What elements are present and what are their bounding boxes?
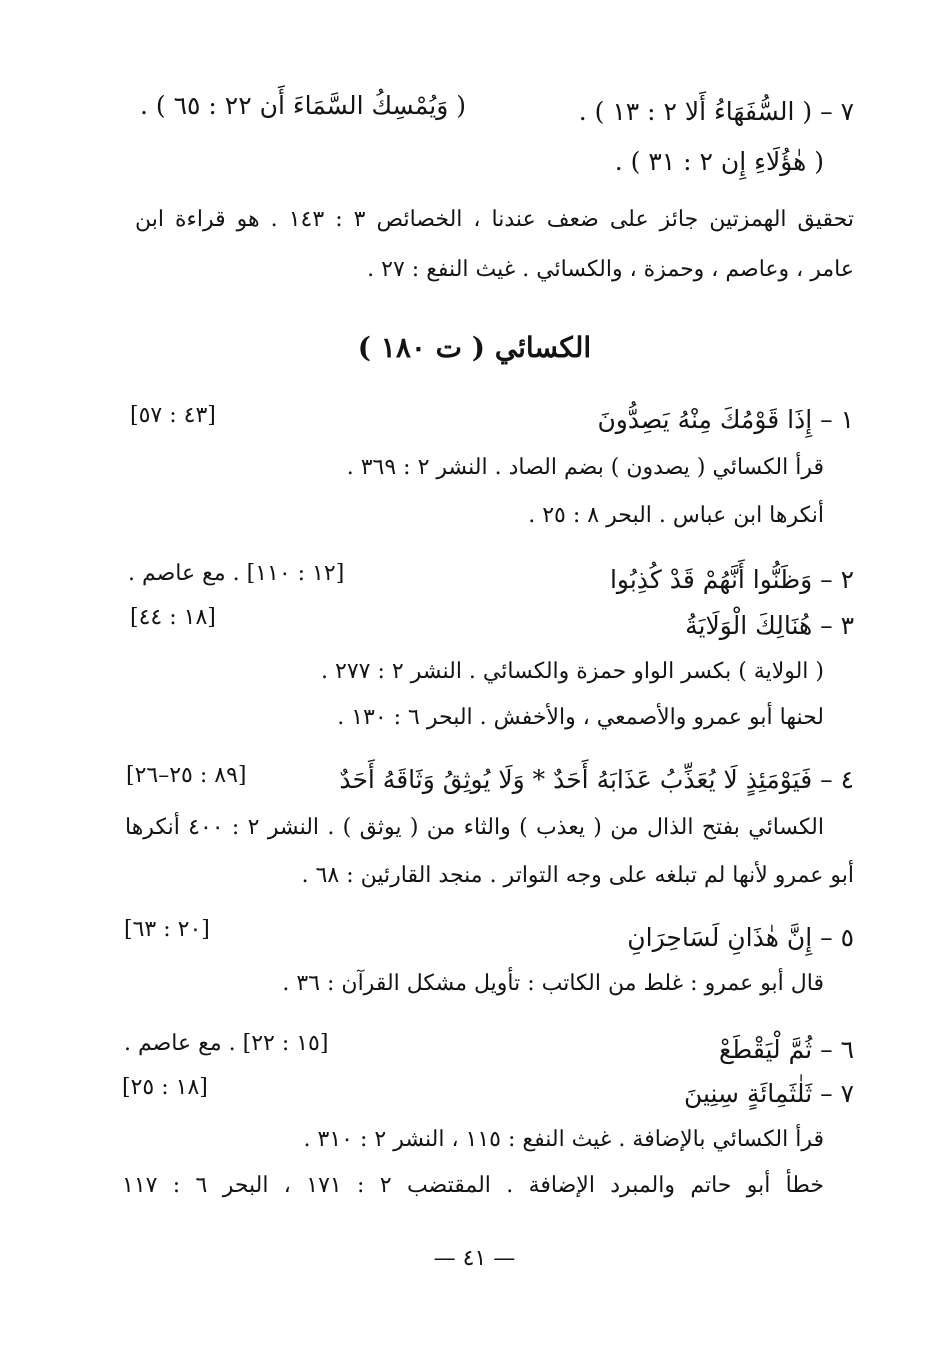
entry-6-verse: ٦ – ثُمَّ لْيَقْطَعْ — [719, 1035, 854, 1064]
entry-1-ref: [٤٣ : ٥٧] — [130, 403, 216, 428]
section-heading: الكسائي ( ت ١٨٠ ) — [357, 331, 592, 364]
entry-7-ref: [١٨ : ٢٥] — [122, 1075, 208, 1100]
entry-7-verse: ٧ – ثَلٰثَمِائَةٍ سِنِينَ — [683, 1079, 854, 1108]
entry-4-ref: [٨٩ : ٢٥–٢٦] — [126, 763, 247, 788]
entry-6-ref: [١٥ : ٢٢] . مع عاصم . — [124, 1031, 329, 1056]
entry-4-verse: ٤ – فَيَوْمَئِذٍ لَا يُعَذِّبُ عَذَابَهُ أَحَدٌ * وَلَا يُوثِقُ وَثَاقَهُ أَحَدٌ — [339, 765, 854, 794]
entry-5-ref: [٢٠ : ٦٣] — [124, 917, 210, 942]
entry-1-note-2: أنكرها ابن عباس . البحر ٨ : ٢٥ . — [528, 503, 824, 528]
entry-1-verse: ١ – إِذَا قَوْمُكَ مِنْهُ يَصِدُّونَ — [597, 405, 854, 434]
entry-7-note-1: قرأ الكسائي بالإضافة . غيث النفع : ١١٥ ، النشر ٢ : ٣١٠ . — [303, 1127, 824, 1152]
entry-2-verse: ٢ – وَظَنُّوا أَنَّهُمْ قَدْ كُذِبُوا — [609, 565, 854, 594]
paragraph-line-1: تحقيق الهمزتين جائز على ضعف عندنا ، الخصائص ٣ : ١٤٣ . هو قراءة ابن — [135, 207, 854, 232]
entry-3-note-1: ( الولاية ) بكسر الواو حمزة والكسائي . النشر ٢ : ٢٧٧ . — [321, 659, 824, 684]
item-7-verse-c: ( هٰؤُلَاءِ إِن ٢ : ٣١ ) . — [614, 147, 824, 176]
entry-2-ref: [١٢ : ١١٠] . مع عاصم . — [128, 561, 345, 586]
entry-3-note-2: لحنها أبو عمرو والأصمعي ، والأخفش . البحر ٦ : ١٣٠ . — [337, 705, 824, 730]
entry-1-note-1: قرأ الكسائي ( يصدون ) بضم الصاد . النشر ٢ : ٣٦٩ . — [346, 455, 824, 480]
item-7-verse-a: ٧ – ( السُّفَهَاءُ أَلا ٢ : ١٣ ) . — [578, 97, 854, 126]
page-number: — ٤١ — — [433, 1246, 516, 1271]
item-7-verse-b: ( وَيُمْسِكُ السَّمَاءَ أَن ٢٢ : ٦٥ ) . — [140, 91, 467, 120]
entry-7-note-2: خطأ أبو حاتم والمبرد الإضافة . المقتضب ٢ : ١٧١ ، البحر ٦ : ١١٧ — [122, 1173, 824, 1198]
entry-3-verse: ٣ – هُنَالِكَ الْوَلَايَةُ — [685, 611, 854, 640]
entry-4-note-1: الكسائي بفتح الذال من ( يعذب ) والثاء من ( يوثق ) . النشر ٢ : ٤٠٠ أنكرها — [125, 815, 824, 840]
paragraph-line-2: عامر ، وعاصم ، وحمزة ، والكسائي . غيث النفع : ٢٧ . — [367, 257, 854, 282]
entry-5-note-1: قال أبو عمرو : غلط من الكاتب : تأويل مشكل القرآن : ٣٦ . — [282, 971, 824, 996]
entry-3-ref: [١٨ : ٤٤] — [130, 605, 216, 630]
entry-5-verse: ٥ – إِنَّ هٰذَانِ لَسَاحِرَانِ — [627, 923, 854, 952]
entry-4-note-2: أبو عمرو لأنها لم تبلغه على وجه التواتر . منجد القارئين : ٦٨ . — [301, 863, 854, 888]
